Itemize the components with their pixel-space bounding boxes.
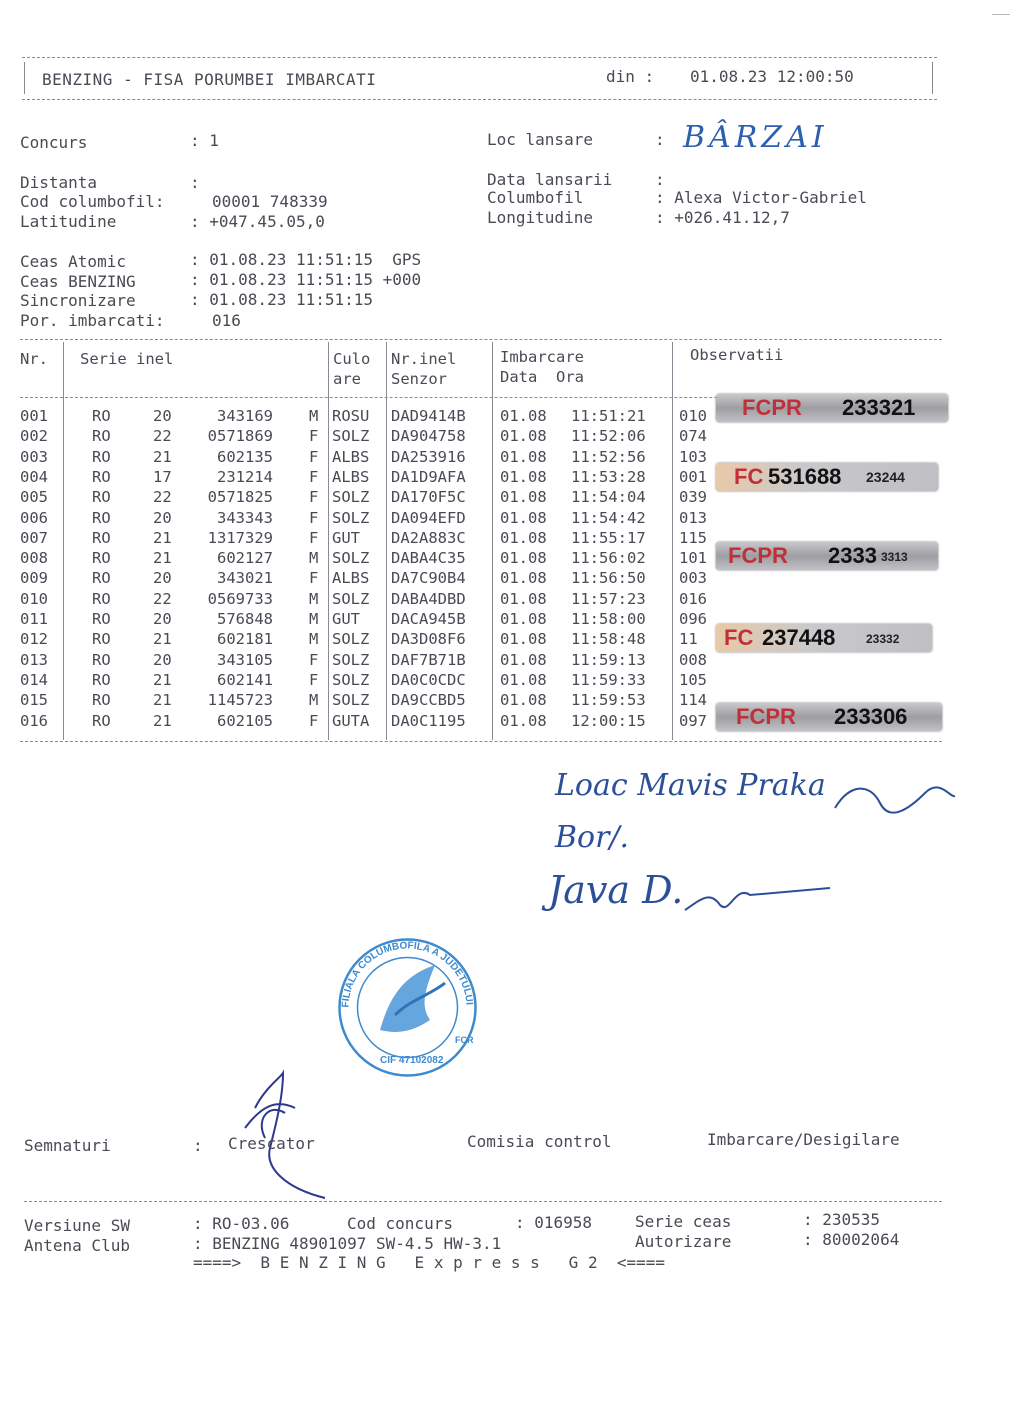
row-ring-number: 343343 [217, 508, 273, 527]
row-country: RO [92, 610, 111, 628]
row-date: 01.08 [500, 670, 547, 689]
row-date: 01.08 [500, 427, 547, 446]
row-sensor: DAF7B71B [391, 650, 466, 669]
cod-concurs-label: Cod concurs [347, 1214, 453, 1233]
ceas-atomic-value: : 01.08.23 11:51:15 GPS [190, 250, 422, 269]
row-color: SOLZ [332, 549, 370, 568]
versiune-sw-label: Versiune SW [24, 1216, 130, 1235]
row-observation: 101 [679, 549, 707, 568]
latitudine-label: Latitudine [20, 212, 117, 231]
header-nr-inel-1: Nr.inel [391, 350, 457, 368]
distanta-value: : [190, 173, 200, 192]
col-sep-serie [328, 342, 329, 740]
row-color: SOLZ [332, 589, 370, 608]
row-ring-number: 602105 [217, 711, 273, 730]
row-date: 01.08 [500, 650, 547, 669]
row-observation: 103 [679, 447, 707, 466]
stamp-cif: CIF 47102082 [380, 1055, 444, 1066]
row-country: RO [92, 427, 111, 446]
row-date: 01.08 [500, 488, 547, 507]
row-sex: M [309, 549, 319, 568]
row-observation: 039 [679, 488, 707, 507]
table-row [0, 630, 698, 649]
loc-lansare-colon: : [655, 130, 665, 149]
longitudine-value: : +026.41.12,7 [655, 208, 790, 227]
row-nr: 005 [20, 488, 48, 507]
row-time: 11:58:00 [571, 610, 646, 628]
table-row [0, 569, 707, 588]
row-country: RO [92, 650, 111, 669]
serie-ceas-value: : 230535 [803, 1210, 881, 1229]
stamp-ring-text: FILIALA COLUMBOFILA A JUDETULUI [340, 940, 475, 1008]
distanta-label: Distanta [20, 173, 98, 192]
row-country: RO [92, 630, 111, 649]
row-nr: 013 [20, 650, 48, 669]
row-nr: 014 [20, 670, 48, 689]
row-observation: 096 [679, 610, 707, 628]
row-observation: 016 [679, 589, 707, 608]
row-sex: F [309, 508, 319, 527]
row-color: SOLZ [332, 650, 370, 669]
row-ring-number: 602135 [217, 447, 273, 466]
table-row [0, 447, 707, 466]
sincronizare-value: : 01.08.23 11:51:15 [190, 290, 374, 309]
row-nr: 004 [20, 467, 48, 486]
handwritten-note-line1: Loac Mavis Praka [555, 768, 826, 803]
row-country: RO [92, 407, 111, 425]
row-nr: 003 [20, 447, 48, 466]
row-year: 20 [153, 650, 172, 669]
row-time: 12:00:15 [571, 711, 646, 730]
row-nr: 010 [20, 589, 48, 608]
antena-club-label: Antena Club [24, 1236, 130, 1255]
row-country: RO [92, 528, 111, 547]
row-year: 17 [153, 467, 172, 486]
seal-tag [716, 394, 948, 422]
table-row [0, 711, 707, 730]
versiune-sw-value: : RO-03.06 [193, 1214, 290, 1233]
table-row [0, 610, 707, 628]
row-sensor: DA170F5C [391, 488, 466, 507]
row-year: 21 [153, 670, 172, 689]
row-year: 21 [153, 549, 172, 568]
row-date: 01.08 [500, 447, 547, 466]
imbarcare-desigilare-label: Imbarcare/Desigilare [707, 1130, 900, 1149]
header-culoare-2: are [333, 370, 361, 388]
header-top-rule [22, 57, 937, 58]
col-sep-culoare [386, 342, 387, 740]
row-sex: F [309, 427, 319, 446]
row-color: SOLZ [332, 488, 370, 507]
row-country: RO [92, 467, 111, 486]
semnaturi-colon: : [193, 1136, 203, 1155]
row-nr: 006 [20, 508, 48, 527]
row-year: 22 [153, 488, 172, 507]
row-year: 22 [153, 427, 172, 446]
row-date: 01.08 [500, 610, 547, 628]
table-row [0, 427, 707, 446]
table-row [0, 549, 707, 568]
row-nr: 012 [20, 630, 48, 649]
row-observation: 074 [679, 427, 707, 446]
row-nr: 015 [20, 691, 48, 710]
row-year: 20 [153, 610, 172, 628]
row-sex: F [309, 447, 319, 466]
row-sensor: DA1D9AFA [391, 467, 466, 486]
crescator-label: Crescator [228, 1134, 315, 1153]
serie-ceas-label: Serie ceas [635, 1212, 732, 1231]
row-sensor: DABA4DBD [391, 589, 466, 608]
cod-columbofil-value: 00001 748339 [212, 192, 328, 211]
table-row [0, 467, 707, 486]
header-nr: Nr. [20, 350, 48, 368]
row-ring-number: 343169 [217, 407, 273, 425]
row-nr: 011 [20, 610, 48, 628]
row-year: 20 [153, 508, 172, 527]
row-sensor: DACA945B [391, 610, 466, 628]
seal-number: 531688 [768, 464, 842, 489]
row-sensor: DA3D08F6 [391, 630, 466, 649]
seal-number: 237448 [762, 625, 836, 650]
row-nr: 009 [20, 569, 48, 588]
row-color: SOLZ [332, 630, 370, 649]
concurs-label: Concurs [20, 133, 88, 152]
document-title: BENZING - FISA PORUMBEI IMBARCATI [42, 70, 377, 89]
sincronizare-label: Sincronizare [20, 291, 136, 310]
row-ring-number: 231214 [217, 467, 273, 486]
table-row [0, 589, 707, 608]
row-date: 01.08 [500, 589, 547, 608]
table-row [0, 407, 707, 425]
row-date: 01.08 [500, 528, 547, 547]
row-sensor: DA0C0CDC [391, 670, 466, 689]
row-color: GUTA [332, 711, 370, 730]
autorizare-label: Autorizare [635, 1232, 732, 1251]
row-time: 11:52:06 [571, 427, 646, 446]
header-right-edge [932, 62, 933, 94]
row-ring-number: 602127 [217, 549, 273, 568]
row-country: RO [92, 447, 111, 466]
row-nr: 002 [20, 427, 48, 446]
row-time: 11:53:28 [571, 467, 646, 486]
row-time: 11:51:21 [571, 407, 646, 425]
row-color: ALBS [332, 467, 370, 486]
row-date: 01.08 [500, 549, 547, 568]
row-ring-number: 576848 [217, 610, 273, 628]
longitudine-label: Longitudine [487, 208, 593, 227]
table-bottom-rule [20, 741, 942, 742]
row-observation: 008 [679, 650, 707, 669]
loc-lansare-label: Loc lansare [487, 130, 593, 149]
row-sex: F [309, 488, 319, 507]
table-row [0, 528, 707, 547]
row-color: ALBS [332, 447, 370, 466]
data-lansarii-label: Data lansarii [487, 170, 613, 189]
row-year: 21 [153, 691, 172, 710]
seal-prefix: FC [734, 464, 764, 489]
row-time: 11:59:33 [571, 670, 646, 689]
por-imbarcati-value: 016 [212, 311, 241, 330]
seal-prefix: FCPR [742, 395, 802, 420]
header-bottom-rule [22, 99, 937, 100]
row-year: 22 [153, 589, 172, 608]
row-sensor: DA253916 [391, 447, 466, 466]
row-ring-number: 602141 [217, 670, 273, 689]
row-sex: F [309, 711, 319, 730]
row-sensor: DA2A883C [391, 528, 466, 547]
row-ring-number: 0571869 [207, 427, 273, 446]
table-row [0, 508, 707, 527]
row-ring-number: 0571825 [207, 488, 273, 507]
row-date: 01.08 [500, 691, 547, 710]
seal-small-number: 3313 [881, 550, 908, 564]
corner-mark [992, 14, 1010, 15]
row-year: 21 [153, 630, 172, 649]
row-sex: M [309, 630, 319, 649]
row-date: 01.08 [500, 407, 547, 425]
row-observation: 001 [679, 467, 707, 486]
row-country: RO [92, 549, 111, 568]
row-ring-number: 0569733 [207, 589, 273, 608]
table-row [0, 488, 707, 507]
row-color: SOLZ [332, 427, 370, 446]
row-sensor: DA0C1195 [391, 711, 466, 730]
row-time: 11:59:53 [571, 691, 646, 710]
seal-tag [716, 624, 932, 652]
row-time: 11:55:17 [571, 528, 646, 547]
row-color: GUT [332, 528, 360, 547]
por-imbarcati-label: Por. imbarcati: [20, 311, 165, 330]
row-sensor: DAD9414B [391, 407, 466, 425]
col-sep-nr [63, 342, 64, 740]
cod-concurs-value: : 016958 [515, 1213, 593, 1232]
row-observation: 115 [679, 528, 707, 547]
seal-small-number: 23332 [866, 632, 900, 646]
seal-small-number: 23244 [866, 469, 905, 485]
footer-rule [24, 1201, 942, 1202]
row-time: 11:58:48 [571, 630, 646, 649]
row-sensor: DA7C90B4 [391, 569, 466, 588]
handwritten-note-line3: Java D. [548, 868, 684, 912]
handwritten-note-line2: Bor/. [555, 820, 630, 855]
row-time: 11:52:56 [571, 447, 646, 466]
header-left-edge [24, 62, 25, 94]
header-culoare-1: Culo [333, 350, 371, 368]
row-time: 11:54:42 [571, 508, 646, 527]
ceas-benzing-label: Ceas BENZING [20, 272, 136, 291]
stamp-right-text: FCR [455, 1035, 474, 1045]
row-sex: F [309, 650, 319, 669]
seal-number: 233306 [834, 704, 908, 729]
row-year: 20 [153, 569, 172, 588]
table-row [0, 691, 707, 710]
header-nr-inel-2: Senzor [391, 370, 447, 388]
data-lansarii-value: : [655, 170, 665, 189]
row-nr: 008 [20, 549, 48, 568]
row-country: RO [92, 488, 111, 507]
row-year: 21 [153, 447, 172, 466]
row-year: 21 [153, 528, 172, 547]
row-observation: 114 [679, 691, 707, 710]
row-sex: M [309, 691, 319, 710]
seal-tag [716, 703, 942, 731]
club-stamp [335, 935, 480, 1080]
row-time: 11:56:50 [571, 569, 646, 588]
row-sex: F [309, 528, 319, 547]
ceas-benzing-value: : 01.08.23 11:51:15 +000 [190, 270, 422, 289]
row-country: RO [92, 670, 111, 689]
cod-columbofil-label: Cod columbofil: [20, 192, 165, 211]
row-ring-number: 343021 [217, 569, 273, 588]
handwritten-signature-scribble [680, 880, 840, 920]
row-time: 11:59:13 [571, 650, 646, 669]
row-time: 11:54:04 [571, 488, 646, 507]
row-observation: 11 [679, 630, 698, 649]
comisia-control-label: Comisia control [467, 1132, 612, 1151]
row-color: SOLZ [332, 670, 370, 689]
row-observation: 105 [679, 670, 707, 689]
seal-prefix: FCPR [728, 543, 788, 568]
row-country: RO [92, 508, 111, 527]
row-date: 01.08 [500, 569, 547, 588]
din-value: 01.08.23 12:00:50 [690, 67, 854, 86]
din-label: din : [606, 67, 655, 86]
row-sex: M [309, 589, 319, 608]
row-date: 01.08 [500, 467, 547, 486]
row-date: 01.08 [500, 711, 547, 730]
row-time: 11:56:02 [571, 549, 646, 568]
header-imbarcare-2: Data Ora [500, 368, 584, 386]
row-nr: 001 [20, 407, 48, 425]
loc-lansare-handwritten: BÂRZAI [683, 120, 828, 155]
handwritten-signature-scribble [830, 778, 960, 818]
row-observation: 097 [679, 711, 707, 730]
row-country: RO [92, 691, 111, 710]
row-nr: 016 [20, 711, 48, 730]
autorizare-value: : 80002064 [803, 1230, 900, 1249]
row-country: RO [92, 569, 111, 588]
row-sensor: DA9CCBD5 [391, 691, 466, 710]
columbofil-value: : Alexa Victor-Gabriel [655, 188, 867, 207]
row-sex: F [309, 569, 319, 588]
header-observatii: Observatii [690, 346, 784, 364]
row-sensor: DA094EFD [391, 508, 466, 527]
row-color: ALBS [332, 569, 370, 588]
seal-tag [716, 542, 938, 570]
row-sensor: DABA4C35 [391, 549, 466, 568]
row-observation: 003 [679, 569, 707, 588]
table-row [0, 650, 707, 669]
row-color: SOLZ [332, 691, 370, 710]
row-color: SOLZ [332, 508, 370, 527]
row-country: RO [92, 589, 111, 608]
antena-club-value: : BENZING 48901097 SW-4.5 HW-3.1 [193, 1234, 502, 1253]
header-serie-inel: Serie inel [80, 350, 174, 368]
row-ring-number: 1317329 [207, 528, 273, 547]
row-observation: 010 [679, 407, 707, 425]
col-sep-imbarcare [672, 342, 673, 740]
benzing-express-banner: ====> B E N Z I N G E x p r e s s G 2 <==== [193, 1253, 666, 1272]
row-sex: M [309, 610, 319, 628]
seal-number: 233321 [842, 395, 916, 420]
header-imbarcare-1: Imbarcare [500, 348, 584, 366]
row-sensor: DA904758 [391, 427, 466, 446]
latitudine-value: : +047.45.05,0 [190, 212, 325, 231]
seal-number: 2333 [828, 543, 877, 568]
row-date: 01.08 [500, 508, 547, 527]
semnaturi-label: Semnaturi [24, 1136, 111, 1155]
row-ring-number: 343105 [217, 650, 273, 669]
row-country: RO [92, 711, 111, 730]
row-sex: M [309, 407, 319, 425]
row-color: GUT [332, 610, 360, 628]
seal-prefix: FC [724, 625, 754, 650]
concurs-value: : 1 [190, 131, 219, 150]
row-color: ROSU [332, 407, 370, 425]
ceas-atomic-label: Ceas Atomic [20, 252, 126, 271]
col-sep-senzor [492, 342, 493, 740]
row-date: 01.08 [500, 630, 547, 649]
row-nr: 007 [20, 528, 48, 547]
table-top-rule [20, 339, 942, 340]
seal-tag [716, 463, 938, 491]
row-year: 20 [153, 407, 172, 425]
row-ring-number: 1145723 [207, 691, 273, 710]
row-year: 21 [153, 711, 172, 730]
row-time: 11:57:23 [571, 589, 646, 608]
row-observation: 013 [679, 508, 707, 527]
columbofil-label: Columbofil [487, 188, 584, 207]
row-ring-number: 602181 [217, 630, 273, 649]
row-sex: F [309, 467, 319, 486]
table-row [0, 670, 707, 689]
row-sex: F [309, 670, 319, 689]
seal-prefix: FCPR [736, 704, 796, 729]
